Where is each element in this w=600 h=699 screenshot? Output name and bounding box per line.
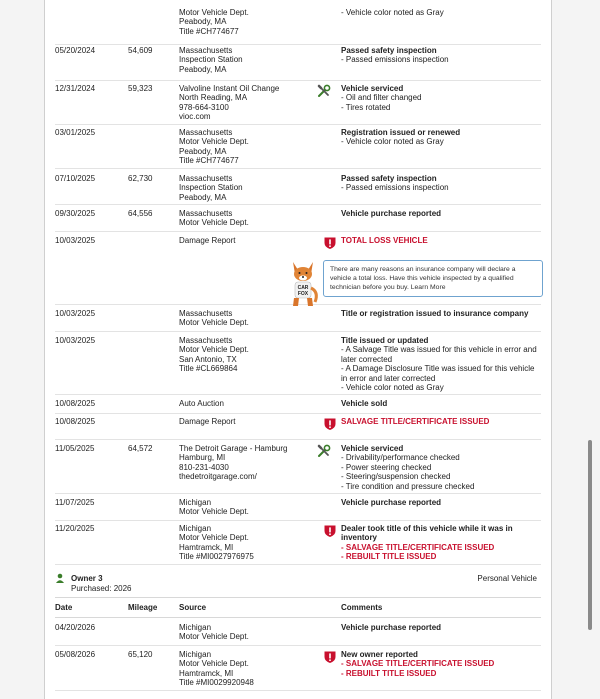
source-line: Hamtramck, MI: [179, 668, 234, 678]
row-comments: [341, 417, 541, 426]
row-mileage: 64,556: [128, 209, 153, 218]
header-comments: Comments: [341, 603, 383, 612]
row-date: 10/08/2025: [55, 399, 96, 408]
table-row: [55, 236, 541, 305]
source-line: vioc.com: [179, 112, 211, 122]
source-line: Motor Vehicle Dept.: [179, 8, 249, 17]
row-comments: [341, 309, 541, 318]
warning-shield-icon: [323, 650, 337, 664]
comment-line: - Passed emissions inspection: [341, 183, 449, 193]
row-comments: [341, 650, 541, 678]
comment-line: - Tires rotated: [341, 102, 391, 112]
source-line: Motor Vehicle Dept.: [179, 507, 249, 517]
row-mileage: 54,609: [128, 46, 153, 55]
row-date: 11/07/2025: [55, 498, 95, 507]
table-row: [55, 417, 541, 440]
comment-line: - Passed emissions inspection: [341, 55, 449, 65]
row-date: 07/10/2025: [55, 174, 96, 183]
row-comments: [341, 524, 541, 562]
row-comments: [341, 174, 541, 193]
table-row: [55, 336, 541, 395]
comment-line: - REBUILT TITLE ISSUED: [341, 552, 437, 562]
row-comments: [341, 236, 541, 245]
row-source: [179, 417, 235, 426]
comment-line: - Steering/suspension checked: [341, 472, 451, 482]
comment-line: Vehicle serviced: [341, 84, 404, 93]
person-icon: [55, 573, 65, 583]
source-line: Title #CL669864: [179, 364, 238, 374]
comment-line: - A Salvage Title was issued for this vehicle in error and later corrected: [341, 345, 537, 364]
comment-line: Vehicle sold: [341, 399, 388, 408]
table-header: [55, 597, 541, 618]
source-line: Title #MI0027976975: [179, 552, 254, 562]
source-line: Valvoline Instant Oil Change: [179, 84, 280, 93]
row-source: [179, 336, 249, 374]
source-line: Inspection Station: [179, 55, 243, 65]
row-date: 05/08/2026: [55, 650, 96, 659]
table-row: [55, 498, 541, 521]
row-source: [179, 650, 254, 688]
comment-line: - REBUILT TITLE ISSUED: [341, 668, 437, 678]
row-comments: [341, 8, 541, 17]
scrollbar[interactable]: [588, 440, 592, 630]
source-line: 978-664-3100: [179, 102, 229, 112]
source-line: Peabody, MA: [179, 64, 227, 74]
source-line: Title #CH774677: [179, 156, 239, 166]
row-comments: [341, 128, 541, 147]
source-line: Michigan: [179, 623, 212, 632]
carfox-mascot-icon: [285, 258, 321, 308]
header-source: Source: [179, 603, 207, 612]
source-line: Hamburg, MI: [179, 453, 226, 463]
row-date: 05/20/2024: [55, 46, 96, 55]
comment-line: Passed safety inspection: [341, 174, 437, 183]
comment-line: - Tire condition and pressure checked: [341, 481, 475, 491]
row-date: 10/03/2025: [55, 309, 96, 318]
warning-shield-icon: [323, 524, 337, 538]
row-source: [179, 623, 249, 642]
header-mileage: Mileage: [128, 603, 158, 612]
comment-line: Vehicle purchase reported: [341, 209, 442, 218]
owner-title: Owner 3: [71, 574, 103, 583]
source-line: Motor Vehicle Dept.: [179, 137, 249, 147]
source-line: Motor Vehicle Dept.: [179, 218, 249, 228]
source-line: Peabody, MA: [179, 192, 227, 202]
table-row: [55, 84, 541, 125]
source-line: Massachusetts: [179, 309, 233, 318]
table-row: [55, 128, 541, 169]
row-date: 10/08/2025: [55, 417, 96, 426]
table-row: [55, 8, 541, 45]
comment-line: New owner reported: [341, 650, 418, 659]
header-date: Date: [55, 603, 73, 612]
source-line: Motor Vehicle Dept.: [179, 632, 249, 642]
comment-line: Dealer took title of this vehicle while it was in inventory: [341, 524, 513, 543]
row-date: 11/05/2025: [55, 444, 95, 453]
source-line: Auto Auction: [179, 399, 224, 408]
source-line: Title #MI0029920948: [179, 678, 254, 688]
row-mileage: 64,572: [128, 444, 153, 453]
source-line: Hamtramck, MI: [179, 542, 234, 552]
comment-line: - Vehicle color noted as Gray: [341, 383, 444, 393]
row-source: [179, 524, 254, 562]
row-mileage: 59,323: [128, 84, 153, 93]
source-line: San Antonio, TX: [179, 354, 237, 364]
source-line: Damage Report: [179, 236, 236, 245]
comment-line: - Drivability/performance checked: [341, 453, 460, 463]
source-line: Massachusetts: [179, 46, 233, 55]
row-date: 10/03/2025: [55, 336, 96, 345]
comment-line: SALVAGE TITLE/CERTIFICATE ISSUED: [341, 417, 490, 426]
warning-shield-icon: [323, 417, 337, 431]
mascot-label: FOX: [297, 291, 309, 297]
source-line: Damage Report: [179, 417, 236, 426]
row-source: [179, 399, 224, 408]
row-date: 10/03/2025: [55, 236, 96, 245]
source-line: Michigan: [179, 498, 212, 507]
table-row: [55, 524, 541, 565]
source-line: Massachusetts: [179, 336, 233, 345]
owner-vehicle-type: Personal Vehicle: [477, 574, 537, 583]
table-row: [55, 650, 541, 691]
row-mileage: 65,120: [128, 650, 153, 659]
source-line: Peabody, MA: [179, 17, 227, 27]
table-row: [55, 46, 541, 81]
comment-line: - A Damage Disclosure Title was issued for this vehicle in error and later corrected: [341, 364, 535, 383]
row-date: 12/31/2024: [55, 84, 96, 93]
row-source: [179, 174, 243, 202]
row-source: [179, 236, 235, 245]
table-row: [55, 174, 541, 205]
row-comments: [341, 498, 541, 507]
comment-line: - Vehicle color noted as Gray: [341, 8, 444, 17]
comment-line: Vehicle purchase reported: [341, 498, 442, 507]
row-comments: [341, 209, 541, 218]
source-line: Motor Vehicle Dept.: [179, 318, 249, 328]
source-line: thedetroitgarage.com/: [179, 472, 257, 482]
table-row: [55, 209, 541, 232]
comment-line: - Oil and filter changed: [341, 93, 422, 103]
comment-line: Vehicle serviced: [341, 444, 404, 453]
table-row: [55, 623, 541, 646]
source-line: Massachusetts: [179, 209, 233, 218]
table-row: [55, 444, 541, 494]
row-comments: [341, 84, 541, 112]
row-date: 09/30/2025: [55, 209, 96, 218]
owner-purchased: Purchased: 2026: [71, 584, 132, 593]
row-date: 11/20/2025: [55, 524, 95, 533]
comment-line: TOTAL LOSS VEHICLE: [341, 236, 428, 245]
total-loss-callout[interactable]: There are many reasons an insurance company will declare a vehicle a total loss. Have this vehicle inspected by a qualified technician before you buy. Learn More: [323, 260, 543, 297]
owner-section: [55, 571, 541, 595]
row-source: [179, 8, 249, 36]
row-comments: [341, 444, 541, 491]
source-line: The Detroit Garage - Hamburg: [179, 444, 288, 453]
row-comments: [341, 336, 541, 392]
row-source: [179, 444, 288, 482]
wrench-screwdriver-icon: [317, 84, 331, 98]
source-line: Massachusetts: [179, 174, 233, 183]
row-comments: [341, 46, 541, 65]
comment-line: - Vehicle color noted as Gray: [341, 137, 444, 147]
source-line: Inspection Station: [179, 183, 243, 193]
vehicle-history-report: [44, 0, 552, 699]
row-source: [179, 309, 249, 328]
row-comments: [341, 399, 541, 408]
comment-line: Title or registration issued to insurance company: [341, 309, 529, 318]
wrench-screwdriver-icon: [317, 444, 331, 458]
source-line: Michigan: [179, 650, 212, 659]
row-source: [179, 46, 243, 74]
comment-line: - Power steering checked: [341, 462, 432, 472]
source-line: Massachusetts: [179, 128, 233, 137]
comment-line: Registration issued or renewed: [341, 128, 461, 137]
source-line: Peabody, MA: [179, 146, 227, 156]
row-source: [179, 209, 249, 228]
comment-line: - SALVAGE TITLE/CERTIFICATE ISSUED: [341, 659, 495, 669]
comment-line: Title issued or updated: [341, 336, 429, 345]
table-row: [55, 399, 541, 414]
row-comments: [341, 623, 541, 632]
source-line: Michigan: [179, 524, 212, 533]
table-row: [55, 309, 541, 332]
row-source: [179, 84, 279, 122]
source-line: Motor Vehicle Dept.: [179, 345, 249, 355]
comment-line: Passed safety inspection: [341, 46, 437, 55]
mascot-label: CAR: [297, 285, 309, 291]
source-line: Title #CH774677: [179, 26, 239, 36]
row-mileage: 62,730: [128, 174, 153, 183]
source-line: North Reading, MA: [179, 93, 248, 103]
row-source: [179, 128, 249, 166]
comment-line: - SALVAGE TITLE/CERTIFICATE ISSUED: [341, 542, 495, 552]
warning-shield-icon: [323, 236, 337, 250]
row-date: 03/01/2025: [55, 128, 96, 137]
source-line: 810-231-4030: [179, 462, 229, 472]
source-line: Motor Vehicle Dept.: [179, 659, 249, 669]
row-date: 04/20/2026: [55, 623, 96, 632]
row-source: [179, 498, 249, 517]
source-line: Motor Vehicle Dept.: [179, 533, 249, 543]
comment-line: Vehicle purchase reported: [341, 623, 442, 632]
